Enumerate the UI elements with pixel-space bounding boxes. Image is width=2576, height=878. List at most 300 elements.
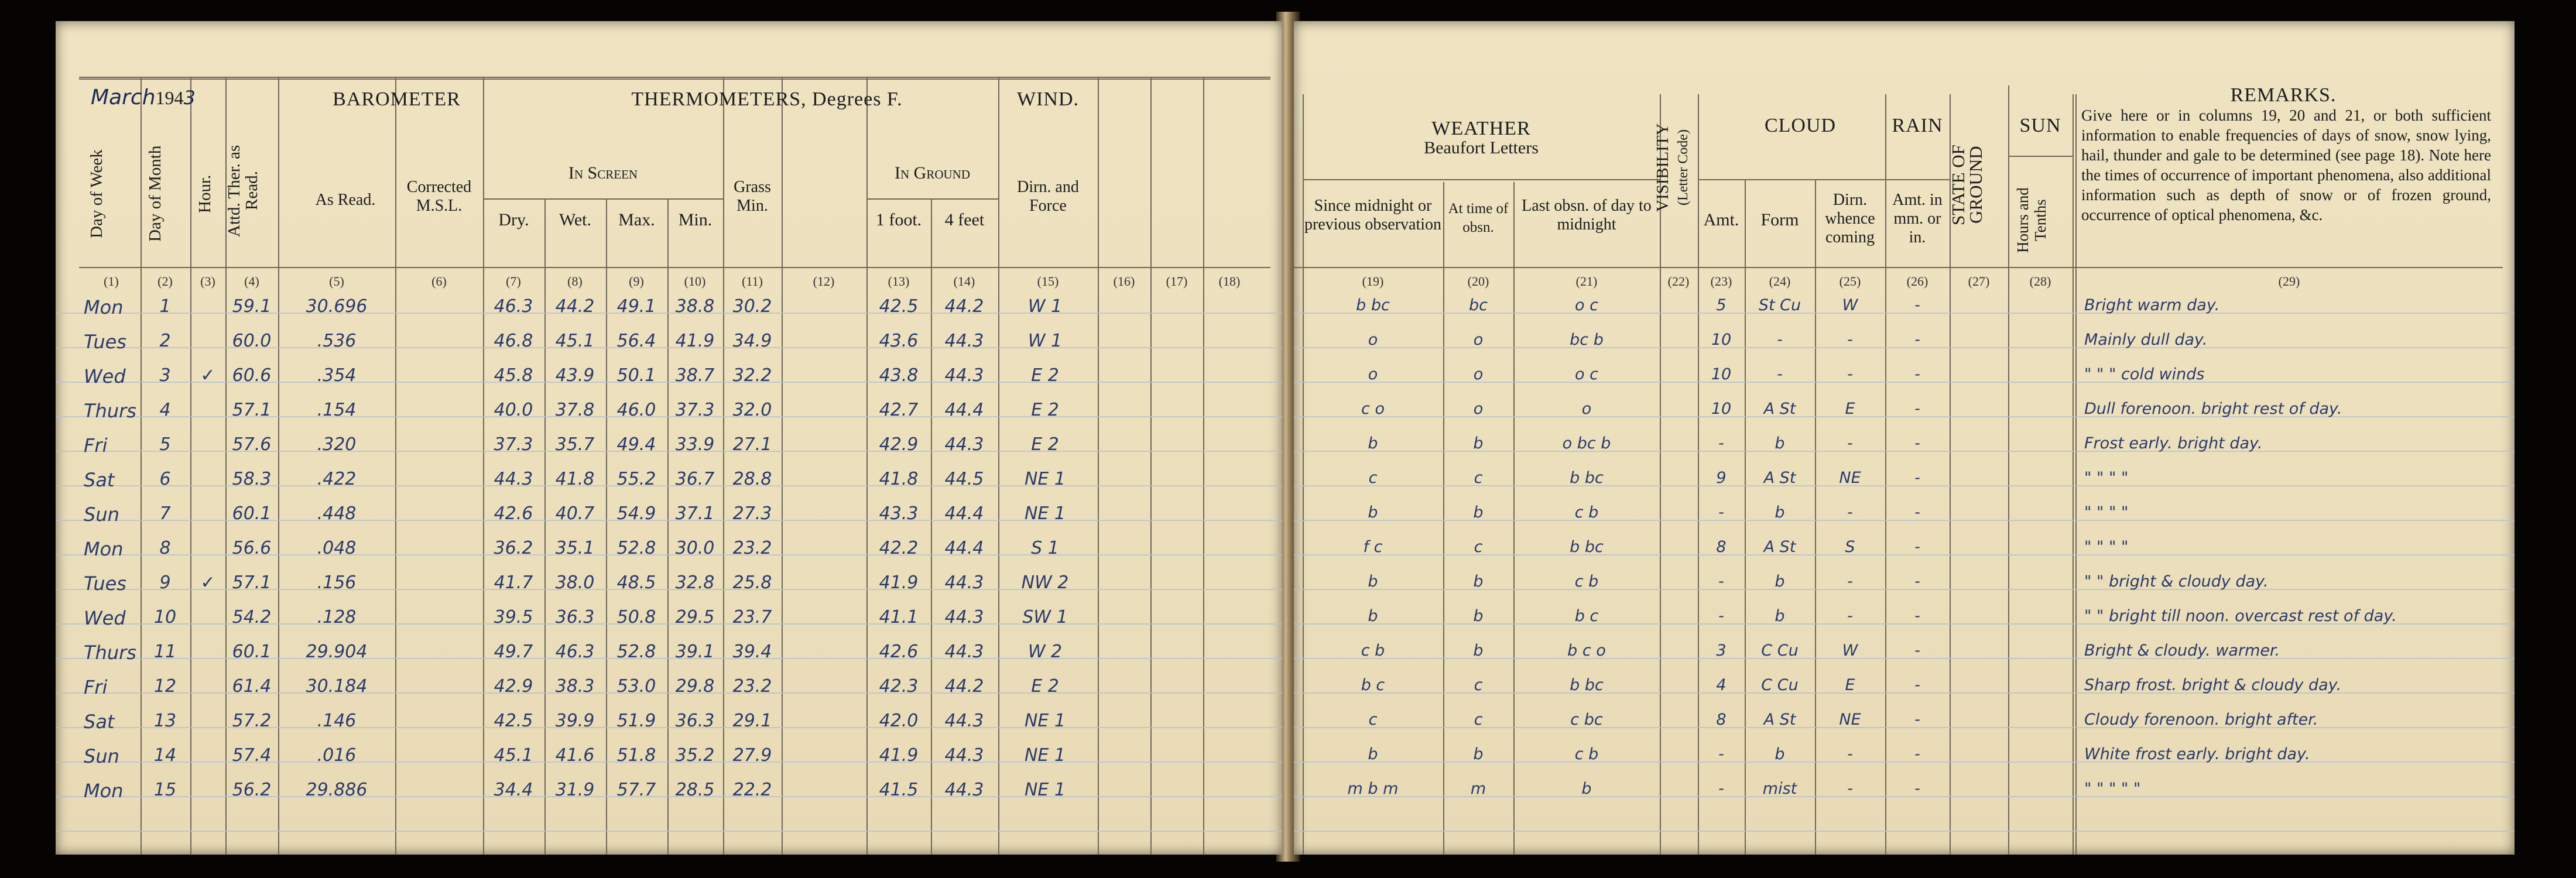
right-cell-form: C Cu xyxy=(1761,676,1799,694)
left-cell-dow: Thurs xyxy=(84,642,136,664)
left-cell-dow: Mon xyxy=(84,296,124,318)
right-cell-form: b xyxy=(1775,503,1785,522)
rain-heading: RAIN xyxy=(1892,115,1943,136)
right-cell-amt: 9 xyxy=(1716,469,1727,487)
col-attd-ther: Attd. Ther. as Read. xyxy=(225,145,261,237)
left-column-rule xyxy=(1150,77,1152,855)
left-cell-min: 39.1 xyxy=(675,642,715,662)
left-cell-max: 46.0 xyxy=(616,400,656,420)
right-cell-amt: - xyxy=(1718,503,1724,522)
col-dirn-whence: Dirn. whence coming xyxy=(1825,191,1875,246)
left-cell-wind: NE 1 xyxy=(1024,503,1066,524)
left-col-number: (16) xyxy=(1113,274,1135,289)
right-cell-rain: - xyxy=(1914,642,1920,660)
left-cell-max: 51.9 xyxy=(616,711,656,731)
remark-text: " " " " xyxy=(2084,538,2129,556)
left-cell-min: 36.3 xyxy=(675,711,715,731)
right-col-number: (22) xyxy=(1667,274,1690,289)
left-cell-feet4: 44.3 xyxy=(944,745,984,766)
right-header-bottom-rule xyxy=(1294,267,2503,268)
right-column-rule xyxy=(1745,179,1746,855)
left-cell-min: 29.5 xyxy=(675,607,715,627)
left-cell-dom: 6 xyxy=(159,469,171,489)
left-cell-attd: 57.6 xyxy=(232,434,272,455)
left-cell-attd: 56.6 xyxy=(232,538,272,558)
left-cell-asread: .422 xyxy=(317,469,357,489)
in-screen-heading: In Screen xyxy=(568,163,638,183)
left-cell-dow: Fri xyxy=(84,676,108,698)
left-cell-foot1: 42.2 xyxy=(879,538,919,558)
left-column-rule xyxy=(1098,77,1099,855)
left-cell-dom: 13 xyxy=(153,711,177,731)
col-dirn-force: Dirn. and Force xyxy=(1017,178,1079,215)
right-cell-amt: 8 xyxy=(1716,538,1727,556)
col-at-time: At time of obsn. xyxy=(1448,201,1509,235)
right-cell-since: b xyxy=(1368,745,1378,763)
right-cell-at: o xyxy=(1473,365,1484,383)
right-cell-since: o xyxy=(1368,365,1378,383)
month-name: March xyxy=(91,85,156,109)
left-header-top-rule xyxy=(79,78,1270,80)
left-cell-min: 29.8 xyxy=(675,676,715,697)
right-cell-rain: - xyxy=(1914,780,1920,798)
right-cell-since: f c xyxy=(1363,538,1383,556)
left-cell-dow: Tues xyxy=(84,331,126,353)
left-cell-wind: NE 1 xyxy=(1024,780,1066,800)
right-cell-last: c b xyxy=(1574,745,1599,763)
right-cell-last: b c o xyxy=(1567,642,1606,660)
left-column-rule xyxy=(190,77,191,855)
left-cell-asread: .536 xyxy=(317,331,357,351)
left-cell-attd: 56.2 xyxy=(232,780,272,800)
col-day-of-month: Day of Month xyxy=(146,145,165,242)
right-col-number: (24) xyxy=(1769,274,1791,289)
left-cell-asread: .354 xyxy=(317,365,357,386)
left-cell-min: 28.5 xyxy=(675,780,715,800)
right-cell-dirn: W xyxy=(1842,642,1858,660)
right-cell-last: bc b xyxy=(1570,331,1604,349)
left-cell-foot1: 41.9 xyxy=(879,572,919,593)
left-cell-foot1: 42.7 xyxy=(879,400,919,420)
right-col-number: (19) xyxy=(1362,274,1384,289)
right-col-number: (20) xyxy=(1467,274,1489,289)
right-cell-at: b xyxy=(1473,503,1484,522)
right-cell-at: bc xyxy=(1469,296,1488,314)
col-wet: Wet. xyxy=(559,210,592,229)
left-cell-dry: 36.2 xyxy=(494,538,533,558)
right-cell-last: b c xyxy=(1574,607,1599,625)
right-cell-since: b c xyxy=(1361,676,1385,694)
right-cell-since: c o xyxy=(1361,400,1385,418)
left-cell-max: 52.8 xyxy=(616,538,656,558)
left-header-bottom-rule xyxy=(79,267,1270,268)
left-cell-foot1: 41.5 xyxy=(879,780,919,800)
left-cell-dry: 40.0 xyxy=(494,400,533,420)
left-cell-dom: 1 xyxy=(159,296,171,317)
right-cell-since: b bc xyxy=(1356,296,1390,314)
left-cell-dow: Wed xyxy=(84,607,126,629)
right-cell-dirn: E xyxy=(1845,676,1855,694)
left-cell-foot1: 41.9 xyxy=(879,745,919,766)
right-cell-rain: - xyxy=(1914,572,1920,591)
left-col-number: (9) xyxy=(629,274,644,289)
right-cell-at: c xyxy=(1474,711,1483,729)
left-cell-grass: 23.2 xyxy=(732,676,772,697)
left-cell-asread: .448 xyxy=(317,503,357,524)
left-cell-attd: 60.6 xyxy=(232,365,272,386)
right-cell-dirn: - xyxy=(1847,780,1853,798)
left-cell-dry: 46.8 xyxy=(494,331,533,351)
left-cell-min: 37.1 xyxy=(675,503,715,524)
col-grass-min: Grass Min. xyxy=(734,178,771,215)
in-screen-rule xyxy=(483,198,723,200)
left-cell-dry: 44.3 xyxy=(494,469,533,489)
remarks-heading: REMARKS. xyxy=(2230,84,2337,106)
right-cell-form: A St xyxy=(1763,538,1796,556)
left-cell-wet: 39.9 xyxy=(555,711,595,731)
left-col-number: (5) xyxy=(329,274,344,289)
thermometers-heading: THERMOMETERS, Degrees F. xyxy=(631,88,903,110)
right-cell-rain: - xyxy=(1914,538,1920,556)
left-cell-dry: 37.3 xyxy=(494,434,533,455)
left-cell-foot1: 42.3 xyxy=(879,676,919,697)
right-column-rule xyxy=(1513,182,1515,855)
left-cell-wind: NE 1 xyxy=(1024,469,1066,489)
left-cell-dow: Sat xyxy=(84,711,115,733)
right-cell-form: b xyxy=(1775,434,1785,452)
right-cell-form: - xyxy=(1777,365,1783,383)
col-corrected: Corrected M.S.L. xyxy=(406,178,472,215)
left-cell-asread: 29.904 xyxy=(306,642,368,662)
right-cell-rain: - xyxy=(1914,469,1920,487)
left-cell-wet: 46.3 xyxy=(555,642,595,662)
left-cell-dow: Tues xyxy=(84,572,126,595)
left-col-number: (18) xyxy=(1218,274,1241,289)
left-cell-dom: 2 xyxy=(159,331,171,351)
col-day-of-week: Day of Week xyxy=(87,149,106,238)
left-cell-wind: W 1 xyxy=(1027,296,1063,317)
visibility-heading: VISIBILITY xyxy=(1653,123,1672,212)
left-cell-foot1: 43.8 xyxy=(879,365,919,386)
remark-text: Mainly dull day. xyxy=(2084,331,2208,349)
right-cell-form: - xyxy=(1777,331,1783,349)
right-cell-rain: - xyxy=(1914,503,1920,522)
left-col-number: (4) xyxy=(244,274,259,289)
right-cell-form: A St xyxy=(1763,711,1796,729)
remark-text: " " bright & cloudy day. xyxy=(2084,572,2269,591)
left-cell-max: 50.1 xyxy=(616,365,656,386)
left-cell-attd: 60.1 xyxy=(232,642,272,662)
col-four-feet: 4 feet xyxy=(944,210,985,229)
right-column-rule xyxy=(2073,94,2074,855)
left-cell-foot1: 42.5 xyxy=(879,296,919,317)
right-cell-at: c xyxy=(1474,538,1483,556)
left-cell-hour: ✓ xyxy=(200,572,215,593)
col-hours-tenths: Hours and Tenths xyxy=(2014,187,2049,253)
left-col-number: (14) xyxy=(953,274,975,289)
right-cell-last: o c xyxy=(1575,296,1598,314)
left-column-rule xyxy=(1203,77,1204,855)
left-cell-min: 38.8 xyxy=(675,296,715,317)
right-cell-rain: - xyxy=(1914,745,1920,763)
in-ground-heading: In Ground xyxy=(895,163,970,183)
left-cell-max: 54.9 xyxy=(616,503,656,524)
left-cell-grass: 23.7 xyxy=(732,607,772,627)
right-cell-last: b bc xyxy=(1570,538,1604,556)
left-cell-wet: 41.6 xyxy=(555,745,595,766)
left-cell-min: 38.7 xyxy=(675,365,715,386)
left-cell-dow: Thurs xyxy=(84,400,136,422)
left-cell-dom: 3 xyxy=(159,365,171,386)
left-cell-asread: .146 xyxy=(317,711,357,731)
col-dry: Dry. xyxy=(498,210,529,229)
right-cell-dirn: - xyxy=(1847,745,1853,763)
left-cell-asread: .048 xyxy=(317,538,357,558)
left-cell-wet: 36.3 xyxy=(555,607,595,627)
left-cell-attd: 57.4 xyxy=(232,745,272,766)
left-cell-wind: SW 1 xyxy=(1022,607,1068,627)
right-cell-rain: - xyxy=(1914,676,1920,694)
left-header-top-rule xyxy=(79,77,1270,78)
left-cell-max: 55.2 xyxy=(616,469,656,489)
right-cell-dirn: - xyxy=(1847,607,1853,625)
col-as-read: As Read. xyxy=(315,191,376,209)
right-cell-amt: - xyxy=(1718,780,1724,798)
in-ground-rule xyxy=(866,198,998,200)
left-cell-dry: 41.7 xyxy=(494,572,533,593)
right-col-number: (27) xyxy=(1968,274,1990,289)
cloud-rule xyxy=(1698,179,1885,180)
year-digit: 3 xyxy=(183,87,196,109)
left-cell-wind: NE 1 xyxy=(1024,711,1066,731)
left-cell-feet4: 44.3 xyxy=(944,434,984,455)
right-cell-dirn: NE xyxy=(1839,469,1861,487)
right-cell-dirn: - xyxy=(1847,365,1853,383)
left-cell-feet4: 44.4 xyxy=(944,400,984,420)
left-cell-asread: 29.886 xyxy=(306,780,368,800)
right-cell-amt: - xyxy=(1718,434,1724,452)
left-cell-attd: 58.3 xyxy=(232,469,272,489)
remark-text: " " " " " xyxy=(2084,780,2141,798)
right-cell-at: c xyxy=(1474,469,1483,487)
right-cell-rain: - xyxy=(1914,331,1920,349)
remark-text: " " " cold winds xyxy=(2084,365,2205,383)
right-cell-rain: - xyxy=(1914,296,1920,314)
remark-text: Bright & cloudy. warmer. xyxy=(2084,642,2280,660)
sun-heading: SUN xyxy=(2019,115,2061,136)
right-cell-last: o xyxy=(1581,400,1592,418)
left-cell-feet4: 44.3 xyxy=(944,642,984,662)
left-cell-dom: 10 xyxy=(153,607,177,627)
left-column-rule xyxy=(483,77,484,855)
weather-heading: WEATHER xyxy=(1431,118,1531,139)
left-cell-max: 56.4 xyxy=(616,331,656,351)
right-cell-amt: - xyxy=(1718,572,1724,591)
right-cell-amt: 4 xyxy=(1716,676,1727,694)
left-cell-grass: 29.1 xyxy=(732,711,772,731)
right-cell-since: b xyxy=(1368,607,1378,625)
left-cell-attd: 57.2 xyxy=(232,711,272,731)
right-cell-dirn: E xyxy=(1845,400,1855,418)
left-cell-dry: 39.5 xyxy=(494,607,533,627)
left-cell-grass: 23.2 xyxy=(732,538,772,558)
left-cell-dom: 15 xyxy=(153,780,177,800)
left-col-number: (11) xyxy=(742,274,763,289)
remark-text: Bright warm day. xyxy=(2084,296,2220,314)
right-cell-since: b xyxy=(1368,434,1378,452)
left-cell-wind: W 1 xyxy=(1027,331,1063,351)
left-cell-attd: 59.1 xyxy=(232,296,272,317)
left-cell-grass: 27.9 xyxy=(732,745,772,766)
right-cell-amt: 10 xyxy=(1711,400,1732,418)
left-cell-dom: 12 xyxy=(153,676,177,697)
right-cell-rain: - xyxy=(1914,434,1920,452)
wind-heading: WIND. xyxy=(1016,88,1080,110)
remark-text: " " bright till noon. overcast rest of day. xyxy=(2084,607,2397,625)
right-cell-form: A St xyxy=(1763,469,1796,487)
rain-rule xyxy=(1885,179,1950,180)
left-ruled-line xyxy=(56,831,1282,832)
left-cell-min: 41.9 xyxy=(675,331,715,351)
right-cell-at: c xyxy=(1474,676,1483,694)
left-cell-attd: 61.4 xyxy=(232,676,272,697)
left-column-rule xyxy=(782,77,783,855)
left-cell-feet4: 44.3 xyxy=(944,365,984,386)
col-since-midnight: Since midnight or previous observation xyxy=(1304,197,1442,234)
right-cell-last: o bc b xyxy=(1562,434,1611,452)
remarks-double-rule xyxy=(2075,94,2077,855)
right-cell-last: b bc xyxy=(1570,676,1604,694)
left-cell-wet: 37.8 xyxy=(555,400,595,420)
left-cell-grass: 27.1 xyxy=(732,434,772,455)
right-col-number: (28) xyxy=(2029,274,2051,289)
left-cell-max: 52.8 xyxy=(616,642,656,662)
col-hour: Hour. xyxy=(196,174,214,213)
left-column-rule xyxy=(544,198,546,855)
right-cell-form: St Cu xyxy=(1758,296,1801,314)
left-cell-asread: 30.184 xyxy=(306,676,368,697)
left-cell-feet4: 44.4 xyxy=(944,503,984,524)
left-cell-wind: E 2 xyxy=(1031,676,1059,697)
left-cell-dom: 11 xyxy=(153,642,177,662)
month-title xyxy=(91,85,196,109)
left-cell-max: 51.8 xyxy=(616,745,656,766)
left-cell-dow: Sun xyxy=(84,503,119,526)
left-cell-dry: 46.3 xyxy=(494,296,533,317)
right-cell-dirn: S xyxy=(1845,538,1855,556)
left-col-number: (6) xyxy=(431,274,447,289)
right-ruled-line xyxy=(1294,831,2515,832)
right-col-number: (25) xyxy=(1839,274,1861,289)
left-cell-max: 48.5 xyxy=(616,572,656,593)
left-cell-feet4: 44.5 xyxy=(944,469,984,489)
right-cell-rain: - xyxy=(1914,400,1920,418)
left-column-rule xyxy=(141,77,142,855)
right-cell-at: b xyxy=(1473,434,1484,452)
left-cell-feet4: 44.3 xyxy=(944,572,984,593)
right-cell-amt: 3 xyxy=(1716,642,1727,660)
left-cell-min: 32.8 xyxy=(675,572,715,593)
left-cell-feet4: 44.3 xyxy=(944,780,984,800)
left-cell-min: 37.3 xyxy=(675,400,715,420)
left-cell-dom: 4 xyxy=(159,400,171,420)
left-cell-dry: 42.6 xyxy=(494,503,533,524)
left-col-number: (10) xyxy=(684,274,706,289)
year-prefix: 194 xyxy=(155,87,184,108)
col-one-foot: 1 foot. xyxy=(875,210,922,229)
right-cell-rain: - xyxy=(1914,711,1920,729)
left-cell-feet4: 44.3 xyxy=(944,711,984,731)
left-col-number: (15) xyxy=(1037,274,1059,289)
right-cell-form: b xyxy=(1775,572,1785,591)
left-col-number: (3) xyxy=(200,274,215,289)
right-cell-since: c b xyxy=(1361,642,1385,660)
right-cell-form: b xyxy=(1775,607,1785,625)
left-cell-wind: NW 2 xyxy=(1021,572,1069,593)
right-col-number: (23) xyxy=(1710,274,1732,289)
remark-text: " " " " xyxy=(2084,469,2129,487)
left-cell-asread: .016 xyxy=(317,745,357,766)
left-cell-attd: 57.1 xyxy=(232,572,272,593)
left-cell-wind: S 1 xyxy=(1031,538,1059,558)
left-cell-max: 57.7 xyxy=(616,780,656,800)
left-cell-grass: 32.0 xyxy=(732,400,772,420)
left-cell-wind: E 2 xyxy=(1031,434,1059,455)
left-cell-foot1: 43.3 xyxy=(879,503,919,524)
weather-rule xyxy=(1303,179,1660,180)
left-cell-feet4: 44.4 xyxy=(944,538,984,558)
left-col-number: (12) xyxy=(813,274,835,289)
left-cell-grass: 39.4 xyxy=(732,642,772,662)
left-cell-asread: 30.696 xyxy=(306,296,368,317)
left-col-number: (13) xyxy=(888,274,910,289)
left-col-number: (1) xyxy=(104,274,119,289)
left-cell-grass: 25.8 xyxy=(732,572,772,593)
right-cell-at: o xyxy=(1473,331,1484,349)
left-subrule xyxy=(278,126,279,128)
right-column-rule xyxy=(1698,94,1699,855)
left-cell-dow: Mon xyxy=(84,538,124,560)
left-cell-dow: Sat xyxy=(84,469,115,491)
left-cell-foot1: 42.9 xyxy=(879,434,919,455)
left-cell-dom: 14 xyxy=(153,745,177,766)
left-cell-wet: 40.7 xyxy=(555,503,595,524)
left-cell-foot1: 41.8 xyxy=(879,469,919,489)
remark-text: Frost early. bright day. xyxy=(2084,434,2263,452)
right-cell-dirn: - xyxy=(1847,503,1853,522)
right-cell-last: o c xyxy=(1575,365,1598,383)
left-col-number: (2) xyxy=(157,274,173,289)
left-cell-asread: .156 xyxy=(317,572,357,593)
state-of-ground-heading: STATE OF GROUND xyxy=(1948,145,1986,225)
right-cell-at: b xyxy=(1473,572,1484,591)
left-page xyxy=(56,21,1282,855)
left-cell-grass: 28.8 xyxy=(732,469,772,489)
left-cell-max: 49.1 xyxy=(616,296,656,317)
left-cell-attd: 60.0 xyxy=(232,331,272,351)
right-cell-at: b xyxy=(1473,642,1484,660)
left-cell-min: 30.0 xyxy=(675,538,715,558)
right-cell-dirn: - xyxy=(1847,331,1853,349)
cloud-heading: CLOUD xyxy=(1764,115,1837,136)
left-cell-dow: Sun xyxy=(84,745,119,767)
right-cell-since: o xyxy=(1368,331,1378,349)
left-col-number: (7) xyxy=(506,274,521,289)
left-cell-asread: .128 xyxy=(317,607,357,627)
left-cell-max: 49.4 xyxy=(616,434,656,455)
sun-rule xyxy=(2008,156,2073,157)
right-cell-dirn: W xyxy=(1842,296,1858,314)
